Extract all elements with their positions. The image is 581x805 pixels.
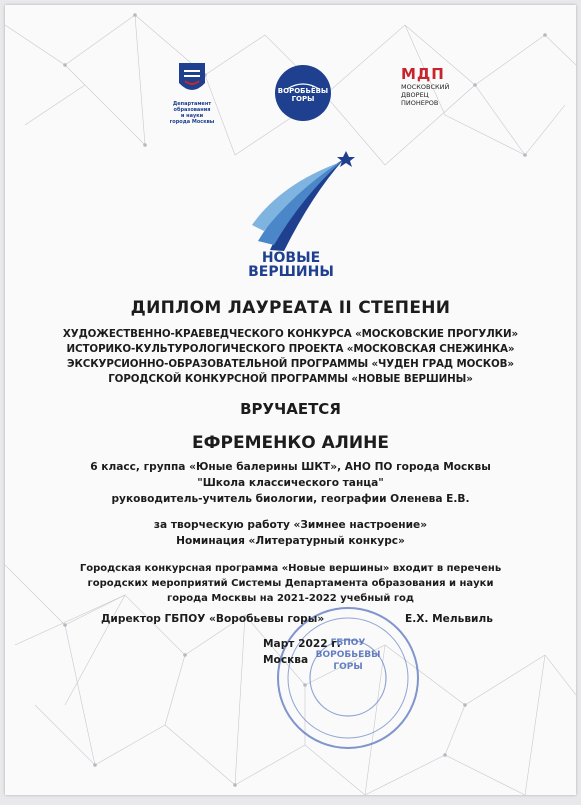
stamp-line-3: ГОРЫ xyxy=(333,662,363,672)
vorobyovy-gory-logo xyxy=(273,63,333,123)
note-line-3: города Москвы на 2021-2022 учебный год xyxy=(166,593,414,604)
novye-vershiny-logo xyxy=(241,251,341,279)
diploma-title: ДИПЛОМ ЛАУРЕАТА II СТЕПЕНИ xyxy=(130,298,451,318)
subtitle-2: ИСТОРИКО-КУЛЬТУРОЛОГИЧЕСКОГО ПРОЕКТА «МОСКОВСКАЯ СНЕЖИНКА» xyxy=(66,343,515,355)
nomination: Номинация «Литературный конкурс» xyxy=(176,535,405,547)
recipient-name: ЕФРЕМЕНКО АЛИНЕ xyxy=(192,433,389,453)
subtitle-3: ЭКСКУРСИОННО-ОБРАЗОВАТЕЛЬНОЙ ПРОГРАММЫ «ЧУДЕН ГРАД МОСКОВ» xyxy=(67,358,514,370)
subtitle-4: ГОРОДСКОЙ КОНКУРСНОЙ ПРОГРАММЫ «НОВЫЕ ВЕРШИНЫ» xyxy=(108,373,473,385)
mdp-mark: МДП xyxy=(401,65,445,83)
dept-line-3: и науки xyxy=(180,113,204,119)
awarded-label: ВРУЧАЕТСЯ xyxy=(240,400,341,418)
detail-3: руководитель-учитель биологии, географии Оленева Е.В. xyxy=(111,493,470,505)
vg-line-1: ВОРОБЬЁВЫ xyxy=(277,87,329,95)
mdp-line-2: ДВОРЕЦ xyxy=(401,91,429,99)
detail-1: 6 класс, группа «Юные балерины ШКТ», АНО ПО города Москвы xyxy=(90,461,491,473)
department-logo xyxy=(157,61,227,125)
mdp-line-3: ПИОНЕРОВ xyxy=(401,99,439,107)
dept-line-2: образования xyxy=(173,107,211,113)
note-line-1: Городская конкурсная программа «Новые вершины» входит в перечень xyxy=(79,563,502,574)
dept-line-4: города Москвы xyxy=(169,119,215,125)
diploma-page xyxy=(5,5,576,795)
detail-2: "Школа классического танца" xyxy=(197,477,384,489)
subtitle-1: ХУДОЖЕСТВЕННО-КРАЕВЕДЧЕСКОГО КОНКУРСА «МОСКОВСКИЕ ПРОГУЛКИ» xyxy=(62,328,519,340)
director-label: Директор ГБПОУ «Воробьевы горы» xyxy=(101,613,325,625)
department-emblem-icon xyxy=(175,61,209,97)
stamp-line-2: ВОРОБЬЕВЫ xyxy=(315,650,381,660)
director-name: Е.Х. Мельвиль xyxy=(405,613,493,625)
novye-vershiny-emblem-icon xyxy=(250,145,360,255)
diploma-city: Москва xyxy=(263,654,309,666)
mdp-line-1: МОСКОВСКИЙ xyxy=(401,83,450,91)
work-title: за творческую работу «Зимнее настроение» xyxy=(153,519,428,531)
dept-line-1: Департамент xyxy=(172,101,212,107)
vg-line-2: ГОРЫ xyxy=(291,95,315,103)
note-line-2: городских мероприятий Системы Департамента образования и науки xyxy=(87,578,494,589)
nv-line-2: ВЕРШИНЫ xyxy=(248,264,334,280)
official-stamp-icon xyxy=(273,603,423,753)
diploma-date: Март 2022 г. xyxy=(263,638,341,650)
nv-line-1: НОВЫЕ xyxy=(261,250,321,266)
mdp-logo xyxy=(401,65,471,107)
stamp-line-1: ГБПОУ xyxy=(330,638,366,648)
